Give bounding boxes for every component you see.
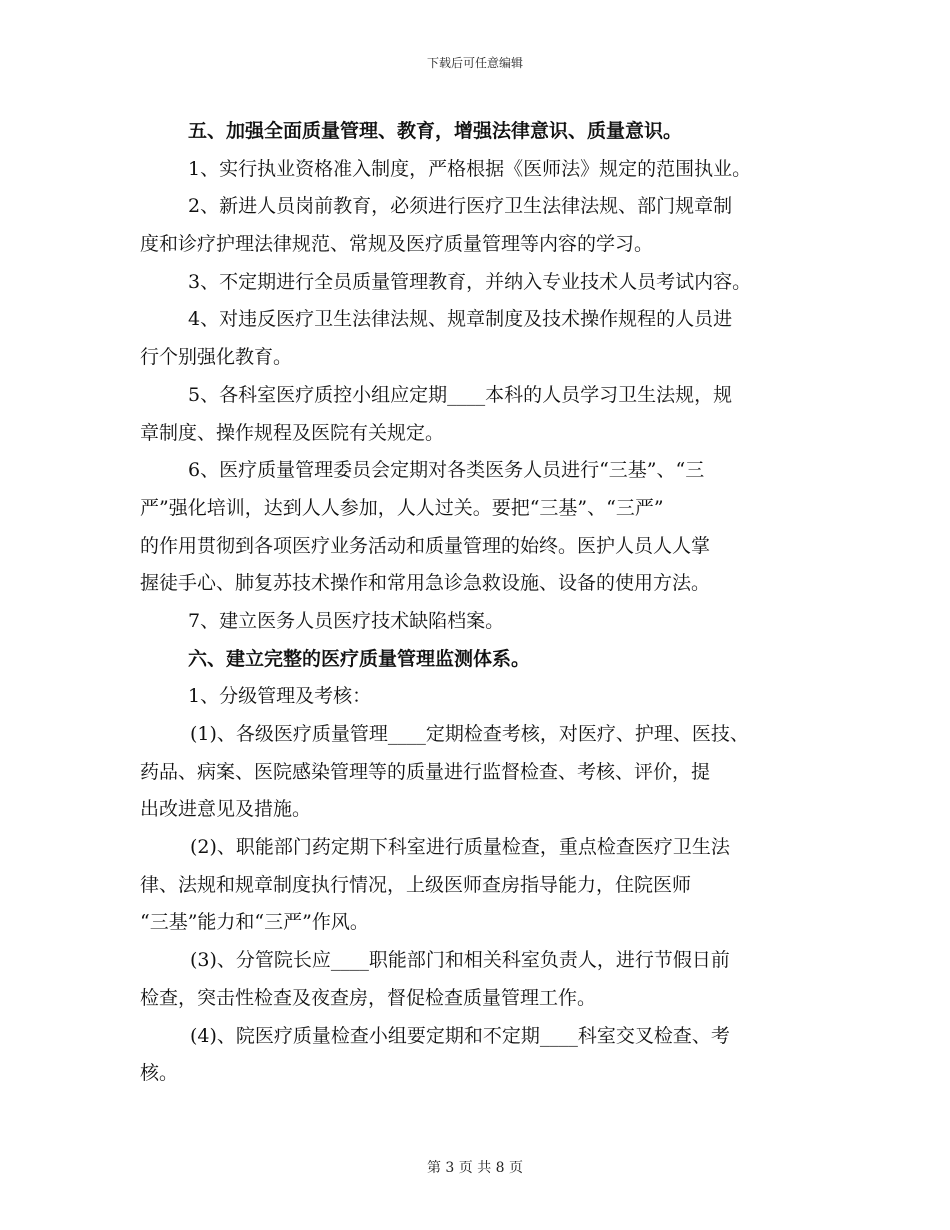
paragraph-line: 6、医疗质量管理委员会定期对各类医务人员进行“三基”、“三: [188, 459, 705, 482]
paragraph-line: 3、不定期进行全员质量管理教育，并纳入专业技术人员考试内容。: [188, 270, 752, 293]
paragraph-line: 行个别强化教育。: [140, 346, 293, 369]
document-body: [140, 113, 830, 1093]
paragraph-line: (1)、各级医疗质量管理____定期检查考核，对医疗、护理、医技、: [190, 723, 749, 745]
section-heading-6: 六、建立完整的医疗质量管理监测体系。: [188, 647, 531, 670]
paragraph-line: 检查，突击性检查及夜查房，督促检查质量管理工作。: [140, 986, 597, 1009]
paragraph-line: 4、对违反医疗卫生法律法规、规章制度及技术操作规程的人员进: [188, 308, 733, 331]
paragraph-line: 度和诊疗护理法律规范、常规及医疗质量管理等内容的学习。: [140, 233, 654, 256]
paragraph-line: 握徒手心、肺复苏技术操作和常用急诊急救设施、设备的使用方法。: [140, 572, 711, 595]
paragraph-line: 核。: [140, 1062, 179, 1085]
paragraph-line: 1、实行执业资格准入制度，严格根据《医师法》规定的范围执业。: [188, 157, 752, 180]
page-footer: 第 3 页 共 8 页: [426, 1160, 524, 1176]
paragraph-line: 7、建立医务人员医疗技术缺陷档案。: [188, 609, 505, 632]
paragraph-line: 5、各科室医疗质控小组应定期____本科的人员学习卫生法规，规: [188, 383, 733, 406]
page-header: 下载后可任意编辑: [426, 56, 523, 70]
paragraph-line: “三基”能力和“三严”作风。: [140, 911, 369, 934]
paragraph-line: (3)、分管院长应____职能部门和相关科室负责人，进行节假日前: [190, 949, 730, 972]
paragraph-line: 出改进意见及措施。: [140, 798, 312, 821]
paragraph-line: 2、新进人员岗前教育，必须进行医疗卫生法律法规、部门规章制: [188, 195, 733, 218]
paragraph-line: 药品、病案、医院感染管理等的质量进行监督检查、考核、评价，提: [140, 760, 711, 783]
paragraph-line: (4)、院医疗质量检查小组要定期和不定期____科室交叉检查、考: [190, 1024, 730, 1047]
section-heading-5: 五、加强全面质量管理、教育，增强法律意识、质量意识。: [188, 120, 683, 142]
paragraph-line: 的作用贯彻到各项医疗业务活动和质量管理的始终。医护人员人人掌: [140, 534, 711, 557]
paragraph-line: 严”强化培训，达到人人参加，人人过关。要把“三基”、“三严”: [140, 496, 664, 519]
subheading-line: 1、分级管理及考核：: [188, 685, 372, 708]
paragraph-line: (2)、职能部门药定期下科室进行质量检查，重点检查医疗卫生法: [190, 836, 730, 859]
paragraph-line: 律、法规和规章制度执行情况，上级医师查房指导能力，住院医师: [140, 873, 692, 896]
paragraph-line: 章制度、操作规程及医院有关规定。: [140, 421, 445, 444]
